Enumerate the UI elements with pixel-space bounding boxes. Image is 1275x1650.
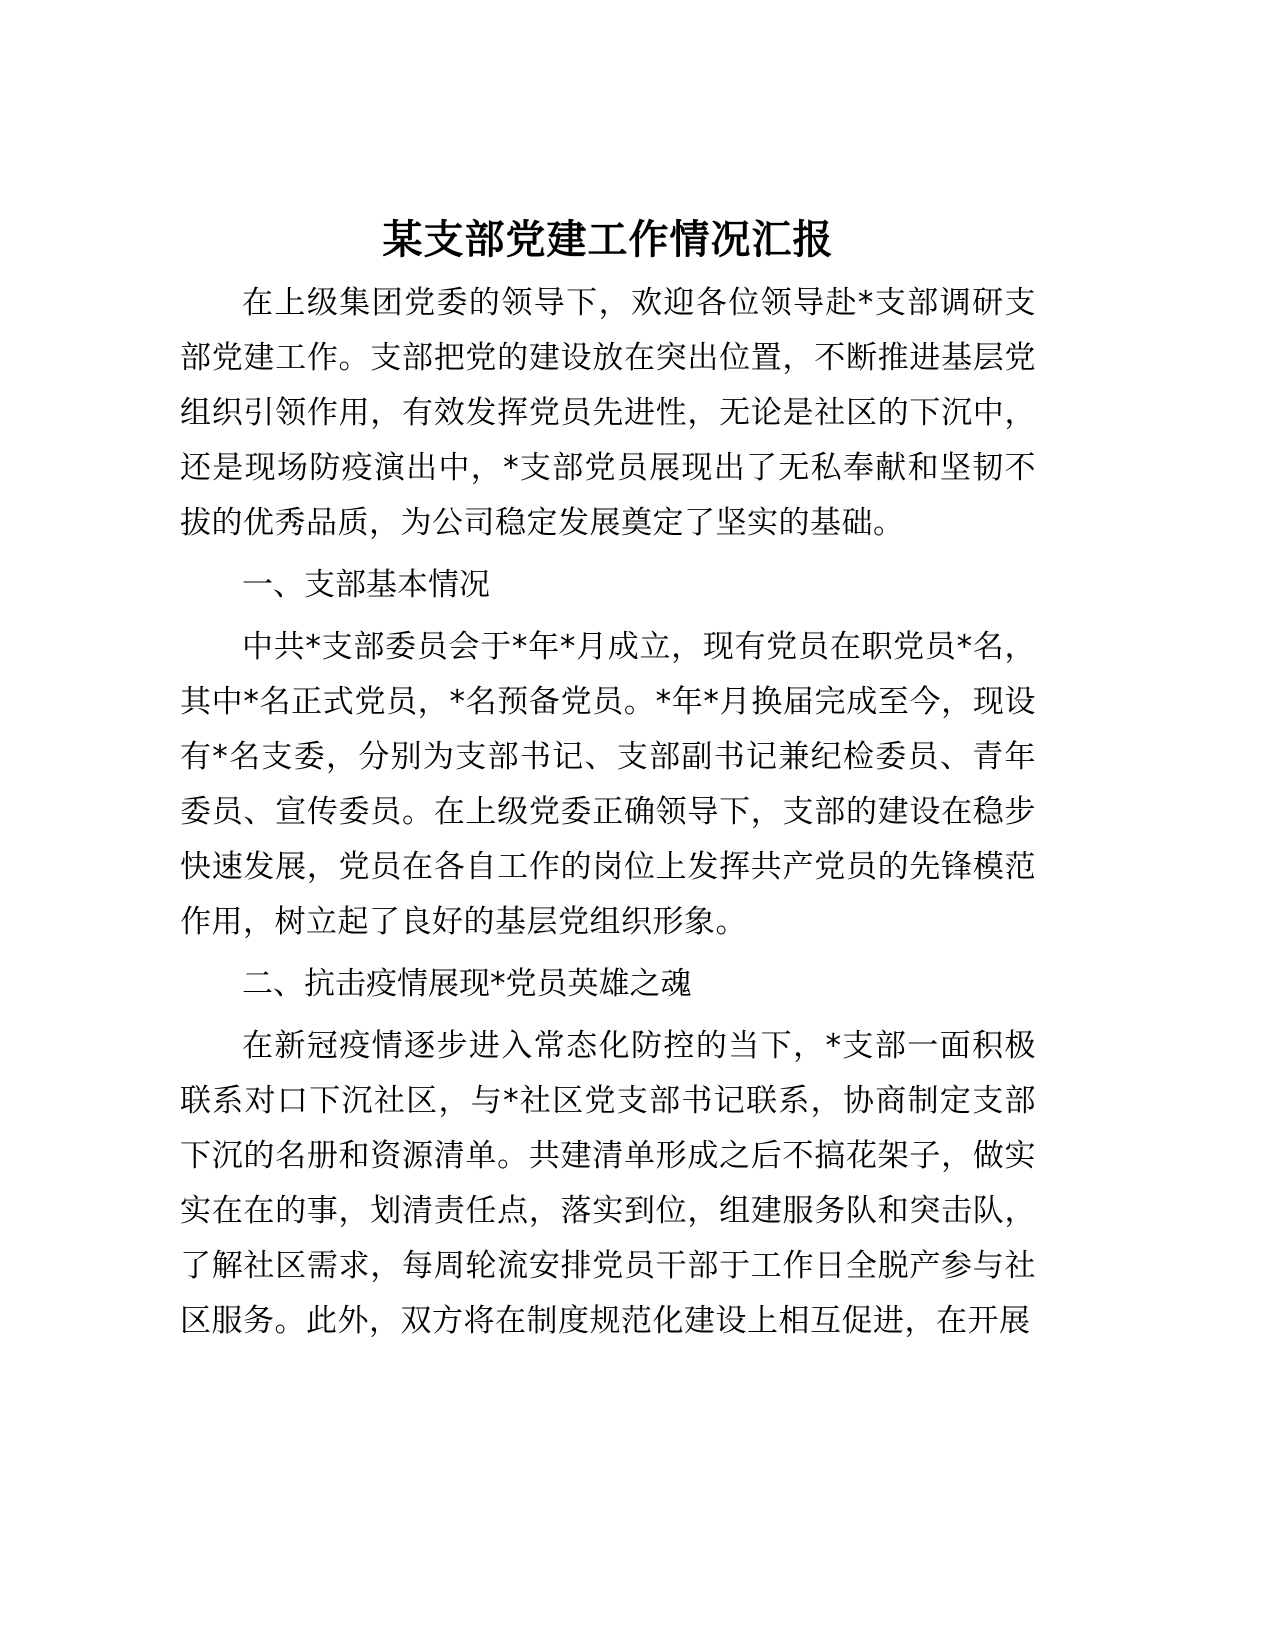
section-2-paragraph: 在新冠疫情逐步进入常态化防控的当下，*支部一面积极联系对口下沉社区，与*社区党支部书记联系，协商制定支部下沉的名册和资源清单。共建清单形成之后不搞花架子，做实实在在的事，划清责任点，落实到位，组建服务队和突击队，了解社区需求，每周轮流安排党员干部于工作日全脱产参与社区服务。此外，双方将在制度规范化建设上相互促进，在开展 — [180, 1028, 1036, 1339]
section-heading-2: 二、抗击疫情展现*党员英雄之魂 — [242, 966, 692, 1002]
section-heading-1: 一、支部基本情况 — [242, 567, 490, 603]
document-page — [180, 210, 1036, 1349]
intro-paragraph: 在上级集团党委的领导下，欢迎各位领导赴*支部调研支部党建工作。支部把党的建设放在突出位置，不断推进基层党组织引领作用，有效发挥党员先进性，无论是社区的下沉中，还是现场防疫演出中，*支部党员展现出了无私奉献和坚韧不拔的优秀品质，为公司稳定发展奠定了坚实的基础。 — [180, 285, 1036, 541]
document-title: 某支部党建工作情况汇报 — [382, 217, 834, 263]
section-1-paragraph: 中共*支部委员会于*年*月成立，现有党员在职党员*名，其中*名正式党员，*名预备党员。*年*月换届完成至今，现设有*名支委，分别为支部书记、支部副书记兼纪检委员、青年委员、宣传委员。在上级党委正确领导下，支部的建设在稳步快速发展，党员在各自工作的岗位上发挥共产党员的先锋模范作用，树立起了良好的基层党组织形象。 — [180, 629, 1036, 940]
